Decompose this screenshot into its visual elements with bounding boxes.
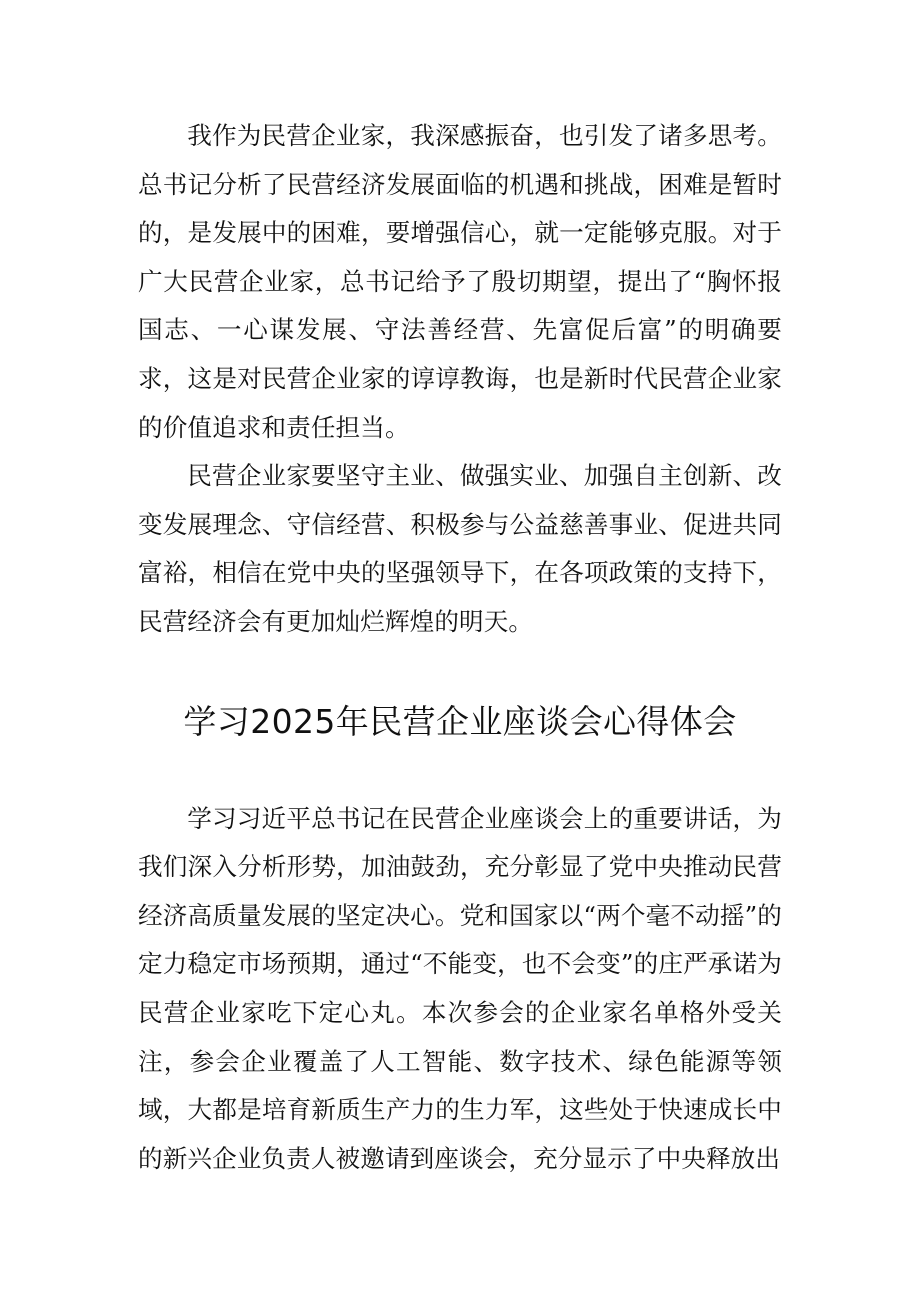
document-body bbox=[138, 112, 782, 1183]
paragraph: 我作为民营企业家，我深感振奋，也引发了诸多思考。总书记分析了民营经济发展面临的机遇和挑战，困难是暂时的，是发展中的困难，要增强信心，就一定能够克服。对于广大民营企业家，总书记给予了殷切期望，提出了“胸怀报国志、一心谋发展、守法善经营、先富促后富”的明确要求，这是对民营企业家的谆谆教诲，也是新时代民营企业家的价值追求和责任担当。 bbox=[138, 121, 782, 442]
section-title: 学习2025年民营企业座谈会心得体会 bbox=[183, 701, 737, 741]
paragraph: 学习习近平总书记在民营企业座谈会上的重要讲话，为我们深入分析形势，加油鼓劲，充分彰显了党中央推动民营经济高质量发展的坚定决心。党和国家以“两个毫不动摇”的定力稳定市场预期，通过“不能变，也不会变”的庄严承诺为民营企业家吃下定心丸。本次参会的企业家名单格外受关注，参会企业覆盖了人工智能、数字技术、绿色能源等领域，大都是培育新质生产力的生力军，这些处于快速成长中的新兴企业负责人被邀请到座谈会，充分显示了中央释放出 bbox=[138, 803, 782, 1173]
paragraph: 民营企业家要坚守主业、做强实业、加强自主创新、改变发展理念、守信经营、积极参与公益慈善事业、促进共同富裕，相信在党中央的坚强领导下，在各项政策的支持下，民营经济会有更加灿烂辉煌的明天。 bbox=[138, 461, 782, 636]
